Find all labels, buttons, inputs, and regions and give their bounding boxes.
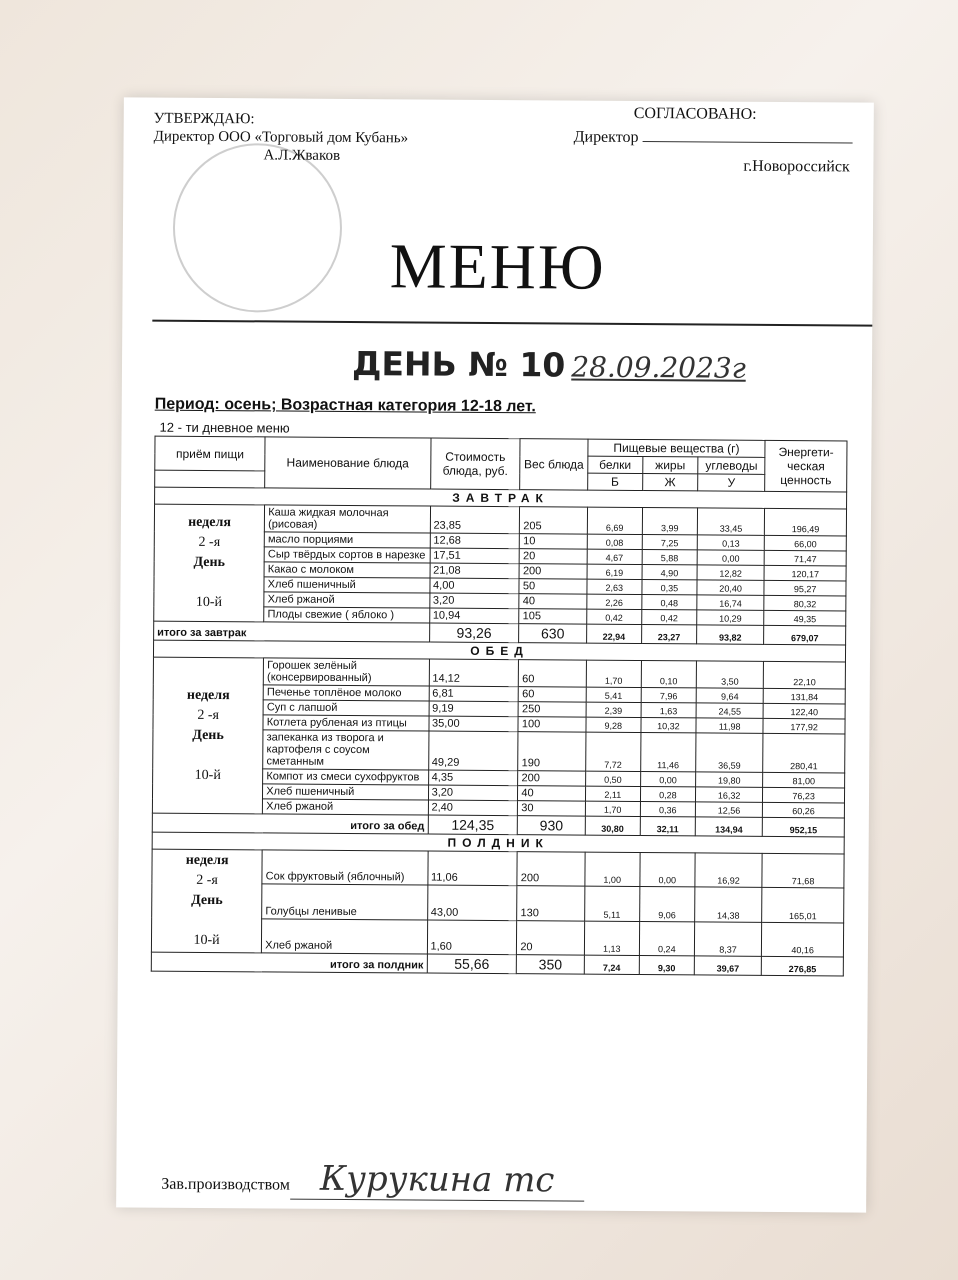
cell: 0,08 — [587, 534, 642, 549]
cell: 3,99 — [642, 508, 697, 535]
cell: 16,32 — [695, 787, 762, 802]
cell: 60,26 — [763, 802, 845, 818]
header-dish: Наименование блюда — [265, 437, 431, 489]
cell: 7,25 — [642, 535, 697, 550]
day-label: День — [192, 727, 224, 743]
header-c: У — [698, 474, 765, 491]
cell: 20 — [517, 920, 585, 955]
cell: 196,49 — [765, 508, 847, 536]
total-row — [151, 952, 843, 976]
cell: Компот из смеси сухофруктов — [263, 769, 428, 785]
week-number: 2 -я — [198, 534, 221, 551]
cell: 12,82 — [697, 565, 764, 580]
cell: Плоды свежие ( яблоко ) — [264, 607, 429, 623]
cell: 10,29 — [697, 610, 764, 625]
week-label: неделя — [188, 514, 231, 531]
cell: 5,41 — [586, 687, 641, 702]
total-cell: 124,35 — [428, 815, 518, 835]
day-label: День — [191, 892, 223, 909]
cell: 60 — [519, 660, 587, 687]
total-label: итого за обед — [152, 813, 428, 834]
cell: 19,80 — [696, 772, 763, 787]
cell: 66,00 — [765, 535, 847, 551]
approve-title: УТВЕРЖДАЮ: — [153, 110, 255, 128]
agree-director: Директор — [573, 128, 639, 146]
cell: 16,92 — [695, 853, 763, 888]
header-nutrients: Пищевые вещества (г) — [588, 439, 766, 457]
cell: 10 — [520, 534, 587, 549]
cell: 190 — [518, 732, 586, 771]
header-energy: Энергети-ческая ценность — [765, 440, 847, 492]
cell: 7,96 — [641, 688, 696, 703]
cell: 60 — [519, 687, 586, 702]
cell: 0,42 — [642, 610, 697, 625]
cell: 11,46 — [641, 733, 696, 772]
cell: Хлеб пшеничный — [264, 577, 429, 593]
header-meal: приём пищи — [155, 436, 265, 471]
header-p: Б — [587, 473, 642, 490]
cell: 40 — [518, 786, 585, 801]
approve-block — [153, 110, 408, 166]
cell: Хлеб пшеничный — [263, 784, 428, 800]
total-cell: 7,24 — [584, 955, 639, 974]
cell: 9,06 — [639, 887, 694, 922]
cell: 5,88 — [642, 550, 697, 565]
header-f: Ж — [642, 474, 697, 491]
cell: 200 — [517, 852, 585, 887]
header-meal-empty — [155, 470, 265, 488]
footer-signature: Курукина тс — [290, 1159, 585, 1202]
cell: 36,59 — [696, 733, 764, 772]
menu-body — [151, 487, 846, 976]
cell: 105 — [519, 609, 586, 624]
cell: 3,20 — [428, 785, 518, 801]
divider — [152, 320, 872, 327]
total-cell: 39,67 — [694, 956, 761, 975]
section-title: ЗАВТРАК — [155, 487, 847, 509]
cell: 0,24 — [639, 921, 694, 956]
approve-director: Директор ООО «Торговый дом Кубань» — [153, 128, 409, 147]
day-label: ДЕНЬ № 10 — [351, 343, 566, 385]
cell: 8,37 — [694, 922, 762, 957]
cell: запеканка из творога и картофеля с соусом сметанным — [263, 730, 429, 770]
meal-period-cell — [152, 657, 263, 814]
cell: 40,16 — [762, 922, 844, 957]
footer — [161, 1158, 584, 1201]
cell: 131,84 — [763, 688, 845, 704]
period-line: Период: осень; Возрастная категория 12-18 лет. — [154, 395, 536, 416]
menu-subtitle: 12 - ти дневное меню — [159, 419, 290, 436]
cell: 10,94 — [429, 608, 519, 624]
total-cell: 930 — [518, 816, 585, 835]
total-cell: 93,82 — [697, 625, 764, 644]
total-cell: 30,80 — [585, 816, 640, 835]
cell: 11,98 — [696, 718, 763, 733]
header-fat: жиры — [643, 457, 698, 474]
cell: 2,40 — [428, 800, 518, 816]
cell: Голубцы ленивые — [262, 884, 428, 919]
cell: 49,35 — [764, 610, 846, 626]
cell: Котлета рубленая из птицы — [263, 715, 428, 731]
cell: 100 — [518, 717, 585, 732]
cell: Хлеб ржаной — [262, 919, 428, 954]
cell: 120,17 — [764, 565, 846, 581]
total-cell: 32,11 — [640, 817, 695, 836]
cell: 0,48 — [642, 595, 697, 610]
header-protein: белки — [588, 456, 643, 473]
cell: 4,00 — [429, 578, 519, 594]
cell: 11,06 — [427, 851, 517, 886]
cell: 2,26 — [587, 594, 642, 609]
cell: 5,11 — [584, 886, 639, 921]
cell: 14,38 — [695, 887, 763, 922]
total-label: итого за завтрак — [154, 621, 430, 642]
cell: 33,45 — [697, 508, 765, 535]
signature-line — [643, 129, 853, 143]
cell: 6,69 — [587, 507, 642, 534]
cell: 40 — [519, 594, 586, 609]
cell: 0,42 — [586, 609, 641, 624]
table-row — [154, 504, 846, 536]
page-title: МЕНЮ — [389, 230, 606, 303]
cell: 22,10 — [764, 661, 846, 689]
cell: 122,40 — [763, 703, 845, 719]
total-cell: 350 — [517, 955, 584, 974]
day-number: 10-й — [193, 932, 220, 949]
total-cell: 55,66 — [427, 954, 517, 974]
header-cost: Стоимость блюда, руб. — [430, 438, 520, 490]
cell: 30 — [518, 801, 585, 816]
day-number: 10-й — [195, 594, 223, 611]
week-number: 2 -я — [196, 872, 218, 889]
cell: 0,00 — [640, 853, 695, 888]
cell: 71,47 — [764, 550, 846, 566]
total-cell: 22,94 — [586, 624, 641, 643]
cell: 50 — [519, 579, 586, 594]
cell: 0,13 — [697, 535, 764, 550]
week-label: неделя — [186, 687, 230, 703]
cell: 14,12 — [429, 659, 519, 687]
cell: 9,19 — [429, 701, 519, 717]
total-cell: 276,85 — [762, 956, 844, 976]
cell: 280,41 — [763, 733, 845, 773]
total-label: итого за полдник — [151, 952, 427, 973]
total-cell: 679,07 — [764, 625, 846, 645]
cell: 177,92 — [763, 718, 845, 734]
cell: 10,32 — [641, 718, 696, 733]
cell: 3,20 — [429, 593, 519, 609]
cell: 1,13 — [584, 921, 639, 956]
agree-block — [573, 105, 852, 177]
cell: 1,00 — [585, 852, 640, 887]
cell: 6,19 — [587, 564, 642, 579]
cell: 21,08 — [430, 563, 520, 579]
cell: 12,56 — [695, 802, 762, 817]
week-label: неделя — [185, 852, 229, 869]
cell: 76,23 — [763, 787, 845, 803]
cell: 24,55 — [696, 703, 763, 718]
document-page — [116, 97, 874, 1212]
meal-period-cell — [151, 849, 262, 953]
section-title: ПОЛДНИК — [152, 832, 844, 854]
footer-label: Зав.производством — [161, 1175, 290, 1194]
agree-title: СОГЛАСОВАНО: — [633, 104, 757, 123]
table-row — [152, 849, 844, 888]
cell: 0,00 — [640, 772, 695, 787]
header-carbs: углеводы — [698, 457, 765, 474]
week-number: 2 -я — [197, 707, 220, 723]
cell: 95,27 — [764, 580, 846, 596]
cell: Хлеб ржаной — [264, 592, 429, 608]
total-cell: 23,27 — [641, 625, 696, 644]
cell: 16,74 — [697, 595, 764, 610]
cell: Каша жидкая молочная (рисовая) — [265, 505, 431, 533]
menu-table — [151, 436, 848, 977]
cell: 250 — [518, 702, 585, 717]
total-cell: 134,94 — [695, 817, 762, 836]
cell: 1,60 — [427, 920, 517, 955]
approve-name: А.Л.Жваков — [263, 147, 341, 164]
total-cell: 630 — [519, 624, 586, 643]
cell: 1,70 — [585, 801, 640, 816]
cell: 0,35 — [642, 580, 697, 595]
cell: 4,90 — [642, 565, 697, 580]
cell: 2,11 — [585, 786, 640, 801]
cell: Хлеб ржаной — [263, 799, 428, 815]
cell: 3,50 — [696, 661, 764, 688]
cell: 0,36 — [640, 802, 695, 817]
cell: 0,10 — [641, 661, 696, 688]
day-date: 28.09.2023г — [571, 350, 746, 385]
cell: 200 — [519, 564, 586, 579]
cell: Печенье топлёное молоко — [263, 685, 428, 701]
day-number: 10-й — [194, 767, 221, 783]
cell: 80,32 — [764, 595, 846, 611]
cell: 205 — [520, 507, 588, 534]
cell: 20 — [520, 549, 587, 564]
cell: 20,40 — [697, 580, 764, 595]
cell: 81,00 — [763, 772, 845, 788]
day-label: День — [193, 554, 226, 571]
cell: 2,63 — [587, 579, 642, 594]
total-cell: 952,15 — [763, 817, 845, 837]
cell: Горошек зелёный (консервированный) — [264, 658, 430, 686]
header-weight: Вес блюда — [520, 439, 588, 490]
cell: 17,51 — [430, 548, 520, 564]
cell: Сыр твёрдых сортов в нарезке — [264, 547, 429, 563]
cell: масло порциями — [264, 532, 429, 548]
cell: 200 — [518, 771, 585, 786]
cell: 7,72 — [585, 732, 640, 771]
section-title: ОБЕД — [153, 640, 845, 662]
meal-period-cell — [154, 504, 265, 622]
cell: 35,00 — [429, 716, 519, 732]
table-row — [153, 657, 845, 689]
cell: 165,01 — [762, 888, 844, 923]
cell: 4,35 — [428, 770, 518, 786]
cell: 23,85 — [430, 506, 520, 534]
cell: Сок фруктовый (яблочный) — [262, 850, 428, 885]
day-heading — [352, 344, 746, 386]
cell: Суп с лапшой — [263, 700, 428, 716]
cell: 2,39 — [586, 702, 641, 717]
cell: 1,70 — [586, 660, 641, 687]
cell: 12,68 — [430, 533, 520, 549]
cell: 49,29 — [428, 731, 518, 771]
cell: 1,63 — [641, 703, 696, 718]
cell: 0,50 — [585, 771, 640, 786]
cell: Какао с молоком — [264, 562, 429, 578]
cell: 0,00 — [697, 550, 764, 565]
cell: 9,64 — [696, 688, 763, 703]
cell: 9,28 — [586, 717, 641, 732]
total-cell: 9,30 — [639, 956, 694, 975]
cell: 43,00 — [427, 885, 517, 920]
agree-city: г.Новороссийск — [743, 157, 850, 176]
total-cell: 93,26 — [429, 623, 519, 643]
cell: 4,67 — [587, 549, 642, 564]
cell: 130 — [517, 886, 585, 921]
cell: 6,81 — [429, 686, 519, 702]
cell: 71,68 — [762, 853, 844, 888]
cell: 0,28 — [640, 787, 695, 802]
